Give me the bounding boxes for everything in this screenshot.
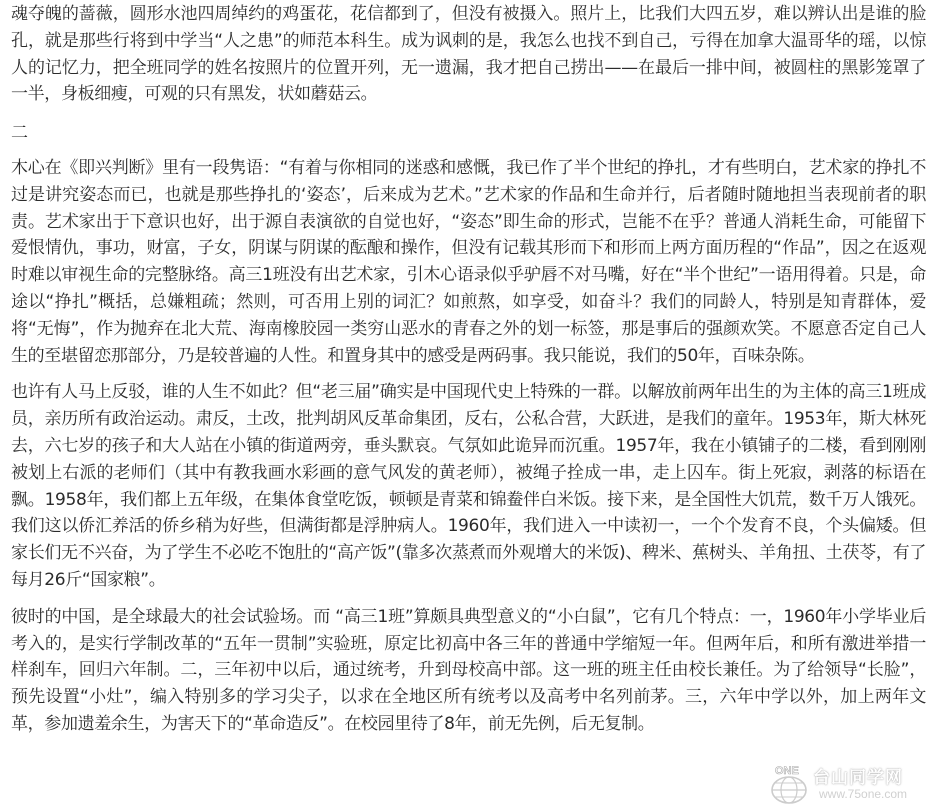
- watermark-title: 台山同学网: [813, 768, 903, 788]
- site-watermark: [767, 762, 927, 806]
- watermark-logo-text: ONE: [775, 765, 799, 777]
- article-body: [11, 0, 926, 738]
- globe-icon: [767, 762, 813, 806]
- article-paragraph-2: 木心在《即兴判断》里有一段隽语：“有着与你相同的迷惑和感慨，我已作了半个世纪的挣扎，才有些明白，艺术家的挣扎不过是讲究姿态而已，也就是那些挣扎的‘姿态’，后来成为艺术。”艺术家的作品和生命并行，后者随时随地担当表现前者的职责。艺术家出于下意识也好，出于源自表演欲的自觉也好，“姿态”即生命的形式，岂能不在乎？普通人消耗生命，可能留下爱恨情仇，事功，财富，子女，阴谋与阴谋的酝酿和操作，但没有记载其形而下和形而上两方面历程的“作品”，因之在返观时难以审视生命的完整脉络。高三1班没有出艺术家，引木心语录似乎驴唇不对马嘴，好在“半个世纪”一语用得着。只是，命途以“挣扎”概括，总嫌粗疏；然则，可否用上别的词汇？如煎熬，如享受，如奋斗？我们的同龄人，特别是知青群体，爱将“无悔”，作为抛弃在北大荒、海南橡胶园一类穷山恶水的青春之外的划一标签，那是事后的强颜欢笑。不愿意否定自己人生的至堪留恋那部分，乃是较普遍的人性。和置身其中的感受是两码事。我只能说，我们的50年，百味杂陈。: [11, 157, 926, 366]
- watermark-url: www.75one.com: [819, 787, 908, 801]
- article-paragraph-3: 也许有人马上反驳，谁的人生不如此？但“老三届”确实是中国现代史上特殊的一群。以解放前两年出生的为主体的高三1班成员，亲历所有政治运动。肃反，土改，批判胡风反革命集团，反右，公私合营，大跃进，是我们的童年。1953年，斯大林死去，六七岁的孩子和大人站在小镇的街道两旁，垂头默哀。气氛如此诡异而沉重。1957年，我在小镇铺子的二楼，看到刚刚被划上右派的老师们（其中有教我画水彩画的意气风发的黄老师），被绳子拴成一串，走上囚车。街上死寂，剥落的标语在飘。1958年，我们都上五年级，在集体食堂吃饭，顿顿是青菜和锦鲞伴白米饭。接下来，是全国性大饥荒，数千万人饿死。我们这以侨汇养活的侨乡稍为好些，但满街都是浮肿病人。1960年，我们进入一中读初一，一个个发育不良，个头偏矮。但家长们无不兴奋，为了学生不必吃不饱肚的“高产饭”(靠多次蒸煮而外观增大的米饭)、稗米、蕉树头、羊角扭、土茯苓，有了每月26斤“国家粮”。: [11, 382, 926, 590]
- article-paragraph-1: 魂夺魄的蔷薇，圆形水池四周绰约的鸡蛋花，花信都到了，但没有被摄入。照片上，比我们大四五岁，难以辨认出是谁的脸孔，就是那些行将到中学当“人之患”的师范本科生。成为讽刺的是，我怎么也找不到自己，亏得在加拿大温哥华的瑶，以惊人的记忆力，把全班同学的姓名按照片的位置开列，无一遗漏，我才把自己捞出——在最后一排中间，被圆柱的黑影笼罩了一半，身板细瘦，可观的只有黑发，状如蘑菇云。: [11, 4, 926, 105]
- section-heading: 二: [11, 123, 28, 144]
- article-paragraph-4: 彼时的中国，是全球最大的社会试验场。而 “高三1班”算颇具典型意义的“小白鼠”，它有几个特点：一，1960年小学毕业后考入的，是实行学制改革的“五年一贯制”实验班，原定比初高中各三年的普通中学缩短一年。但两年后，和所有激进举措一样刹车，回归六年制。二，三年初中以后，通过统考，升到母校高中部。这一班的班主任由校长兼任。为了给领导“长脸”，预先设置“小灶”，编入特别多的学习尖子，以求在全地区所有统考以及高考中名列前茅。三，六年中学以外，加上两年文革，参加遗羞余生，为害天下的“革命造反”。在校园里待了8年，前无先例，后无复制。: [11, 606, 926, 734]
